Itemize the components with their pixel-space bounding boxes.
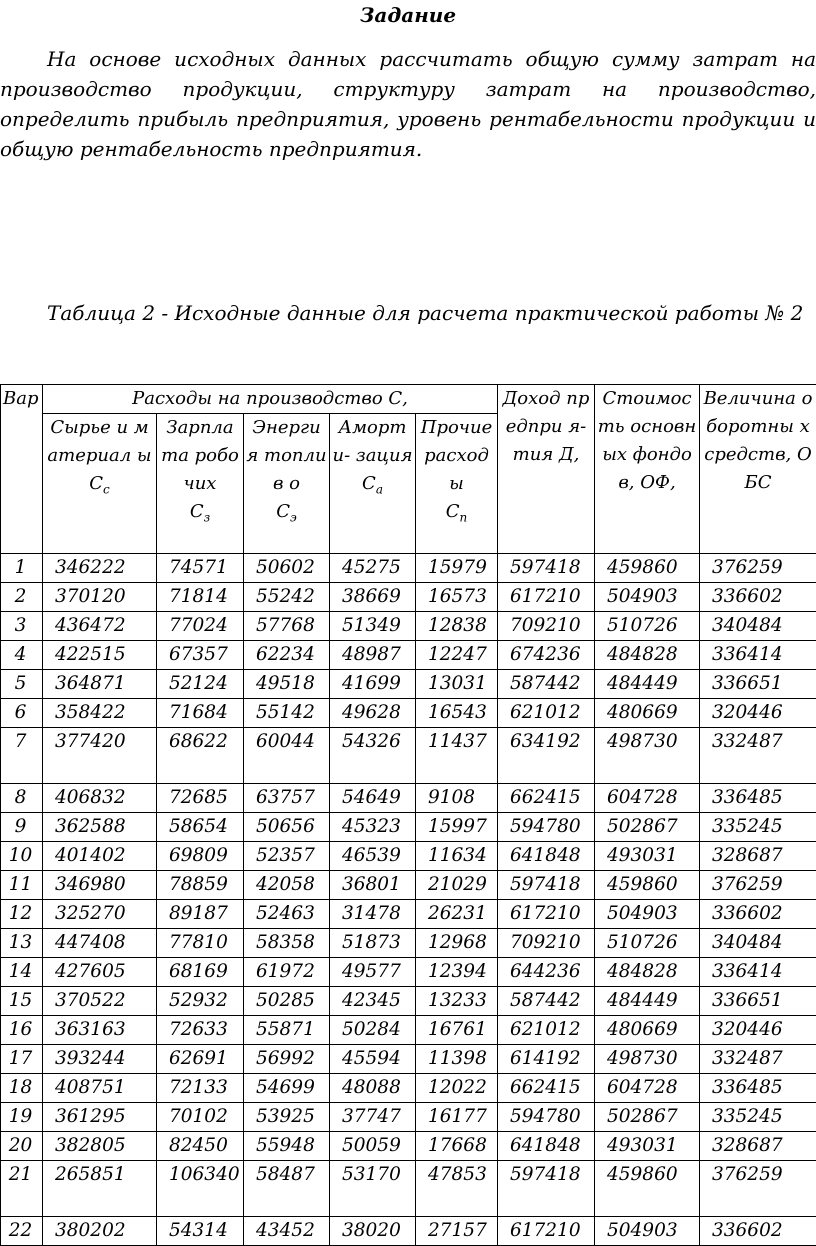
- table-row: [1, 929, 816, 958]
- table-row: [1, 1016, 816, 1045]
- table-cell: 46539: [330, 842, 416, 871]
- table-cell: 68169: [157, 958, 244, 987]
- table-cell: 16177: [416, 1103, 498, 1132]
- table-row: [1, 842, 816, 871]
- row-variant-number: 15: [1, 987, 43, 1016]
- table-cell: 336602: [700, 583, 816, 612]
- table-cell: 71684: [157, 699, 244, 728]
- table-cell: 484828: [595, 958, 700, 987]
- table-cell: 45275: [330, 554, 416, 583]
- table-cell: 54649: [330, 784, 416, 813]
- table-cell: 38669: [330, 583, 416, 612]
- table-cell: 37747: [330, 1103, 416, 1132]
- table-cell: 597418: [498, 871, 595, 900]
- table-cell: 382805: [43, 1132, 157, 1161]
- table-cell: 325270: [43, 900, 157, 929]
- table-cell: 58654: [157, 813, 244, 842]
- table-cell: 358422: [43, 699, 157, 728]
- table-cell: 320446: [700, 699, 816, 728]
- table-cell: 50059: [330, 1132, 416, 1161]
- table-cell: 69809: [157, 842, 244, 871]
- table-cell: 11398: [416, 1045, 498, 1074]
- table-cell: 617210: [498, 583, 595, 612]
- table-cell: 43452: [244, 1217, 330, 1246]
- table-cell: 50602: [244, 554, 330, 583]
- table-row: [1, 583, 816, 612]
- table-cell: 493031: [595, 842, 700, 871]
- table-cell: 436472: [43, 612, 157, 641]
- table-cell: 674236: [498, 641, 595, 670]
- row-variant-number: 19: [1, 1103, 43, 1132]
- table-cell: 12022: [416, 1074, 498, 1103]
- table-cell: 662415: [498, 784, 595, 813]
- table-cell: 709210: [498, 929, 595, 958]
- table-cell: 604728: [595, 784, 700, 813]
- table-cell: 361295: [43, 1103, 157, 1132]
- table-cell: 50656: [244, 813, 330, 842]
- table-cell: 47853: [416, 1161, 498, 1217]
- table-body: [1, 554, 816, 1246]
- table-cell: 48987: [330, 641, 416, 670]
- table-cell: 16573: [416, 583, 498, 612]
- table-cell: 644236: [498, 958, 595, 987]
- table-cell: 634192: [498, 728, 595, 784]
- table-row: [1, 871, 816, 900]
- row-variant-number: 12: [1, 900, 43, 929]
- header-fixed-assets: Стоимос ть основных фондов, ОФ,: [595, 385, 700, 554]
- table-cell: 587442: [498, 987, 595, 1016]
- table-cell: 36801: [330, 871, 416, 900]
- row-variant-number: 20: [1, 1132, 43, 1161]
- header-other-expenses: Прочие расход ы $С_п$: [416, 414, 498, 554]
- row-variant-number: 7: [1, 728, 43, 784]
- table-cell: 12838: [416, 612, 498, 641]
- table-cell: 55142: [244, 699, 330, 728]
- table-cell: 336414: [700, 958, 816, 987]
- row-variant-number: 10: [1, 842, 43, 871]
- table-cell: 480669: [595, 1016, 700, 1045]
- table-cell: 51873: [330, 929, 416, 958]
- table-cell: 502867: [595, 813, 700, 842]
- table-cell: 60044: [244, 728, 330, 784]
- table-cell: 370120: [43, 583, 157, 612]
- table-cell: 617210: [498, 900, 595, 929]
- table-row: [1, 900, 816, 929]
- table-cell: 336485: [700, 784, 816, 813]
- table-cell: 380202: [43, 1217, 157, 1246]
- table-cell: 77024: [157, 612, 244, 641]
- table-cell: 422515: [43, 641, 157, 670]
- table-cell: 662415: [498, 1074, 595, 1103]
- table-cell: 54699: [244, 1074, 330, 1103]
- header-income: Доход предпри я-тия Д,: [498, 385, 595, 554]
- row-variant-number: 2: [1, 583, 43, 612]
- table-cell: 41699: [330, 670, 416, 699]
- table-cell: 459860: [595, 554, 700, 583]
- table-cell: 376259: [700, 1161, 816, 1217]
- table-cell: 72133: [157, 1074, 244, 1103]
- header-amortization: Аморт и- зация $С_а$: [330, 414, 416, 554]
- table-cell: 45323: [330, 813, 416, 842]
- table-row: [1, 699, 816, 728]
- table-cell: 50284: [330, 1016, 416, 1045]
- row-variant-number: 8: [1, 784, 43, 813]
- table-cell: 12968: [416, 929, 498, 958]
- table-cell: 502867: [595, 1103, 700, 1132]
- table-cell: 484449: [595, 987, 700, 1016]
- table-cell: 364871: [43, 670, 157, 699]
- row-variant-number: 14: [1, 958, 43, 987]
- table-cell: 21029: [416, 871, 498, 900]
- table-cell: 377420: [43, 728, 157, 784]
- table-row: [1, 670, 816, 699]
- table-cell: 63757: [244, 784, 330, 813]
- table-cell: 77810: [157, 929, 244, 958]
- header-variant: Вар: [1, 385, 43, 554]
- table-row: [1, 641, 816, 670]
- table-cell: 604728: [595, 1074, 700, 1103]
- row-variant-number: 22: [1, 1217, 43, 1246]
- table-cell: 52357: [244, 842, 330, 871]
- table-cell: 48088: [330, 1074, 416, 1103]
- table-cell: 9108: [416, 784, 498, 813]
- table-cell: 336485: [700, 1074, 816, 1103]
- table-cell: 67357: [157, 641, 244, 670]
- table-row: [1, 1045, 816, 1074]
- row-variant-number: 18: [1, 1074, 43, 1103]
- table-cell: 52463: [244, 900, 330, 929]
- table-cell: 15979: [416, 554, 498, 583]
- table-cell: 62234: [244, 641, 330, 670]
- table-cell: 376259: [700, 554, 816, 583]
- table-cell: 427605: [43, 958, 157, 987]
- table-cell: 57768: [244, 612, 330, 641]
- table-row: [1, 958, 816, 987]
- source-data-table: [0, 384, 816, 1246]
- table-cell: 78859: [157, 871, 244, 900]
- table-cell: 89187: [157, 900, 244, 929]
- header-working-capital: Величина оборотны х средств, ОБС: [700, 385, 816, 554]
- table-row: [1, 1161, 816, 1217]
- table-cell: 320446: [700, 1016, 816, 1045]
- row-variant-number: 4: [1, 641, 43, 670]
- table-cell: 621012: [498, 699, 595, 728]
- table-row: [1, 784, 816, 813]
- header-raw-materials: Сырье и материал ы $С_с$: [43, 414, 157, 554]
- table-row: [1, 987, 816, 1016]
- table-cell: 49577: [330, 958, 416, 987]
- row-variant-number: 5: [1, 670, 43, 699]
- table-cell: 53925: [244, 1103, 330, 1132]
- table-cell: 54326: [330, 728, 416, 784]
- table-cell: 406832: [43, 784, 157, 813]
- table-cell: 370522: [43, 987, 157, 1016]
- table-cell: 55871: [244, 1016, 330, 1045]
- table-cell: 621012: [498, 1016, 595, 1045]
- table-cell: 56992: [244, 1045, 330, 1074]
- table-row: [1, 1103, 816, 1132]
- table-cell: 17668: [416, 1132, 498, 1161]
- table-cell: 336602: [700, 900, 816, 929]
- row-variant-number: 6: [1, 699, 43, 728]
- table-cell: 70102: [157, 1103, 244, 1132]
- table-row: [1, 813, 816, 842]
- table-cell: 617210: [498, 1217, 595, 1246]
- table-cell: 594780: [498, 1103, 595, 1132]
- table-cell: 641848: [498, 1132, 595, 1161]
- table-cell: 510726: [595, 612, 700, 641]
- table-cell: 401402: [43, 842, 157, 871]
- table-cell: 614192: [498, 1045, 595, 1074]
- table-cell: 641848: [498, 842, 595, 871]
- table-row: [1, 1217, 816, 1246]
- table-cell: 62691: [157, 1045, 244, 1074]
- table-cell: 42345: [330, 987, 416, 1016]
- table-cell: 346222: [43, 554, 157, 583]
- table-cell: 13031: [416, 670, 498, 699]
- table-cell: 336651: [700, 987, 816, 1016]
- table-row: [1, 728, 816, 784]
- table-cell: 447408: [43, 929, 157, 958]
- table-cell: 42058: [244, 871, 330, 900]
- table-cell: 504903: [595, 900, 700, 929]
- table-cell: 335245: [700, 1103, 816, 1132]
- table-cell: 74571: [157, 554, 244, 583]
- table-cell: 15997: [416, 813, 498, 842]
- table-cell: 459860: [595, 1161, 700, 1217]
- row-variant-number: 17: [1, 1045, 43, 1074]
- row-variant-number: 9: [1, 813, 43, 842]
- table-cell: 58358: [244, 929, 330, 958]
- table-cell: 336414: [700, 641, 816, 670]
- table-cell: 393244: [43, 1045, 157, 1074]
- table-cell: 504903: [595, 1217, 700, 1246]
- table-cell: 484449: [595, 670, 700, 699]
- table-cell: 340484: [700, 929, 816, 958]
- table-cell: 332487: [700, 728, 816, 784]
- table-cell: 336651: [700, 670, 816, 699]
- row-variant-number: 11: [1, 871, 43, 900]
- table-cell: 52124: [157, 670, 244, 699]
- table-cell: 27157: [416, 1217, 498, 1246]
- table-row: [1, 554, 816, 583]
- table-cell: 510726: [595, 929, 700, 958]
- table-cell: 31478: [330, 900, 416, 929]
- row-variant-number: 21: [1, 1161, 43, 1217]
- table-cell: 328687: [700, 842, 816, 871]
- table-cell: 587442: [498, 670, 595, 699]
- header-production-costs: Расходы на производство С,: [43, 385, 498, 414]
- table-caption: Таблица 2 - Исходные данные для расчета практической работы № 2: [0, 298, 816, 328]
- table-cell: 13233: [416, 987, 498, 1016]
- table-cell: 82450: [157, 1132, 244, 1161]
- table-cell: 61972: [244, 958, 330, 987]
- table-cell: 71814: [157, 583, 244, 612]
- table-cell: 362588: [43, 813, 157, 842]
- table-cell: 498730: [595, 1045, 700, 1074]
- table-cell: 38020: [330, 1217, 416, 1246]
- table-cell: 49628: [330, 699, 416, 728]
- table-cell: 12247: [416, 641, 498, 670]
- table-cell: 484828: [595, 641, 700, 670]
- table-cell: 336602: [700, 1217, 816, 1246]
- row-variant-number: 3: [1, 612, 43, 641]
- table-cell: 504903: [595, 583, 700, 612]
- table-cell: 594780: [498, 813, 595, 842]
- table-cell: 72633: [157, 1016, 244, 1045]
- table-cell: 16543: [416, 699, 498, 728]
- table-cell: 72685: [157, 784, 244, 813]
- table-cell: 480669: [595, 699, 700, 728]
- table-cell: 408751: [43, 1074, 157, 1103]
- table-cell: 328687: [700, 1132, 816, 1161]
- table-cell: 52932: [157, 987, 244, 1016]
- table-row: [1, 612, 816, 641]
- table-row: [1, 1074, 816, 1103]
- table-cell: 54314: [157, 1217, 244, 1246]
- table-cell: 493031: [595, 1132, 700, 1161]
- row-variant-number: 1: [1, 554, 43, 583]
- table-cell: 68622: [157, 728, 244, 784]
- table-cell: 106340: [157, 1161, 244, 1217]
- table-cell: 597418: [498, 554, 595, 583]
- table-cell: 16761: [416, 1016, 498, 1045]
- row-variant-number: 13: [1, 929, 43, 958]
- table-cell: 53170: [330, 1161, 416, 1217]
- table-cell: 45594: [330, 1045, 416, 1074]
- table-cell: 363163: [43, 1016, 157, 1045]
- table-cell: 709210: [498, 612, 595, 641]
- table-cell: 335245: [700, 813, 816, 842]
- table-cell: 49518: [244, 670, 330, 699]
- table-cell: 459860: [595, 871, 700, 900]
- table-cell: 11634: [416, 842, 498, 871]
- table-cell: 51349: [330, 612, 416, 641]
- row-variant-number: 16: [1, 1016, 43, 1045]
- page-heading: Задание: [0, 2, 816, 28]
- table-cell: 11437: [416, 728, 498, 784]
- table-cell: 498730: [595, 728, 700, 784]
- header-energy: Энерги я топлив о $С_э$: [244, 414, 330, 554]
- table-cell: 597418: [498, 1161, 595, 1217]
- table-cell: 332487: [700, 1045, 816, 1074]
- table-cell: 50285: [244, 987, 330, 1016]
- table-row: [1, 1132, 816, 1161]
- table-cell: 346980: [43, 871, 157, 900]
- header-wages: Зарпла та робочих $С_з$: [157, 414, 244, 554]
- table-cell: 12394: [416, 958, 498, 987]
- table-cell: 55242: [244, 583, 330, 612]
- table-cell: 376259: [700, 871, 816, 900]
- task-description: На основе исходных данных рассчитать общую сумму затрат на производство продукции, структуру затрат на производство, определить прибыль предприятия, уровень рентабельности продукции и общую рентабельность предприятия.: [0, 44, 816, 164]
- table-cell: 265851: [43, 1161, 157, 1217]
- table-cell: 26231: [416, 900, 498, 929]
- table-cell: 55948: [244, 1132, 330, 1161]
- table-cell: 58487: [244, 1161, 330, 1217]
- table-cell: 340484: [700, 612, 816, 641]
